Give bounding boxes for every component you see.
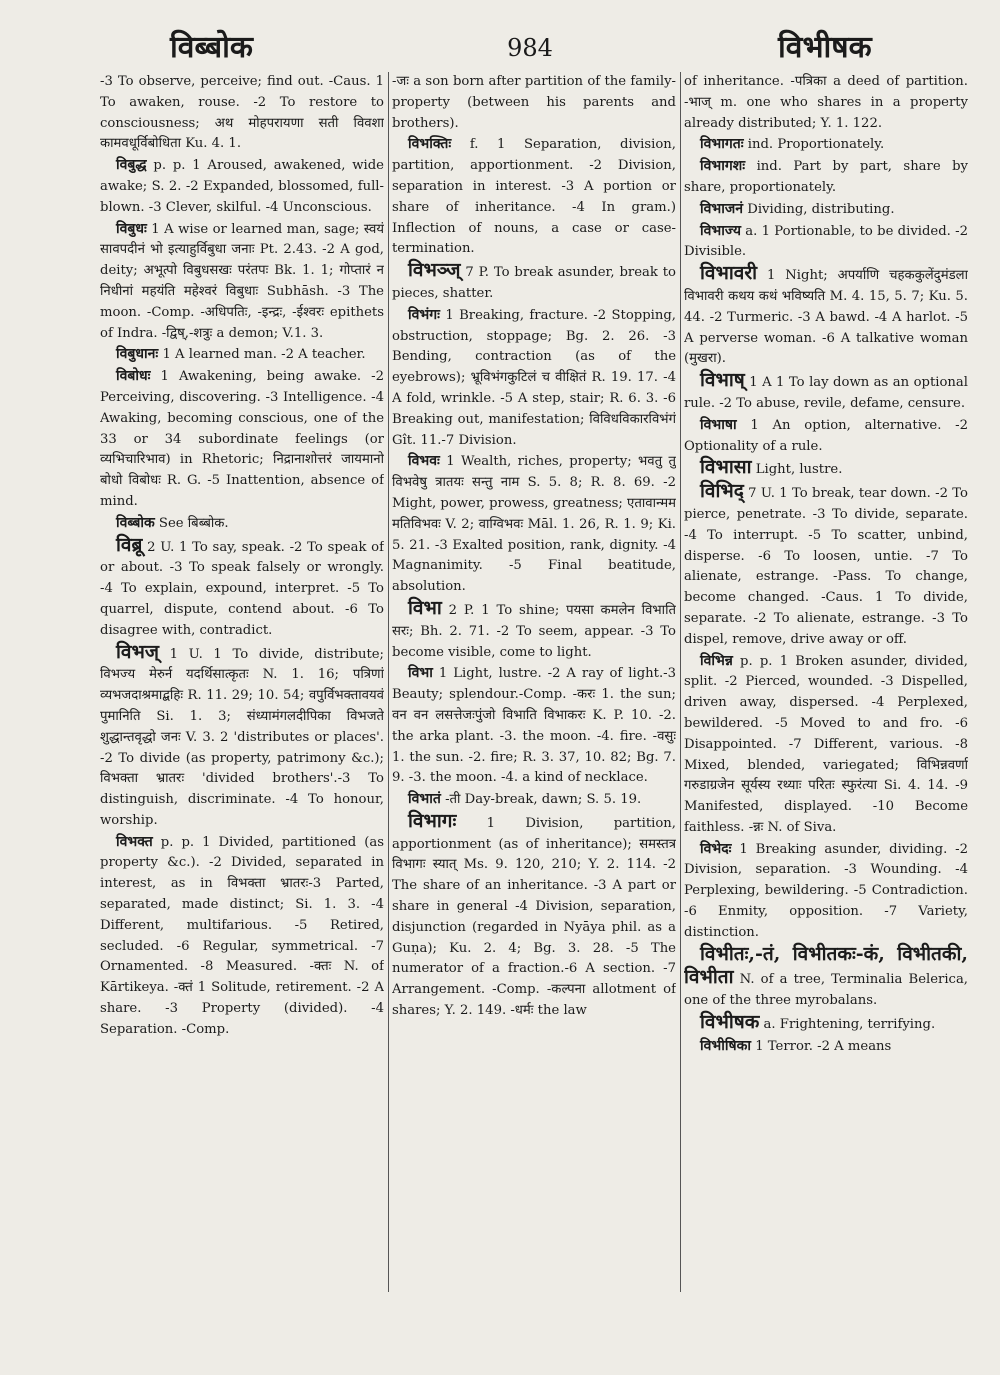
entry-headword: विबोधः — [116, 368, 151, 385]
entry-headword: विब्रू — [116, 533, 143, 556]
dictionary-entry — [684, 134, 968, 156]
dictionary-entry — [684, 156, 968, 199]
dictionary-entry — [684, 944, 968, 1012]
entry-definition: N. of a tree, Terminalia Belerica, one of the three myrobalans. — [684, 972, 968, 1009]
entry-definition: 2 U. 1 To say, speak. -2 To speak of or about. -3 To speak falsely or wrongly. -4 To explain, expound, interpret. -5 To quarrel, dispute, contend about. -6 To disagree with, contradict. — [100, 539, 384, 638]
entry-headword: विभाष् — [700, 369, 745, 392]
entry-headword: विभवः — [408, 453, 440, 470]
entry-definition: ind. Proportionately. — [747, 137, 885, 153]
dictionary-entry — [684, 651, 968, 839]
entry-definition: 1 Night; अपर्याणि चहककुलेंदुमंडला विभावरी कथय कथं भविष्यति M. 4. 15, 5. 7; Ku. 5. 44. -2 Turmeric. -3 A bawd. -4 A harlot. -5 A perverse woman. -6 A talkative woman (मुखरा). — [684, 268, 968, 367]
dictionary-entry — [684, 481, 968, 650]
dictionary-entry — [392, 305, 676, 452]
entry-headword: विबुधः — [116, 220, 147, 237]
entry-definition: -3 To observe, perceive; find out. -Caus. 1 To awaken, rouse. -2 To restore to consciousness; अथ मोहपरायणा सती विवशा कामवधूर्विबोधिता Ku. 4. 1. — [100, 74, 384, 152]
entry-headword: विभागशः — [700, 158, 746, 175]
entry-headword: विभा — [408, 665, 433, 682]
entry-headword: विभंगः — [408, 306, 440, 323]
left-running-headword: विब्बोक — [170, 30, 253, 65]
dictionary-entry — [392, 134, 676, 260]
entry-headword: विभक्तिः — [408, 136, 452, 153]
dictionary-entry — [392, 72, 676, 134]
dictionary-entry — [684, 263, 968, 370]
entry-definition: p. p. 1 Divided, partitioned (as property &c.). -2 Divided, separated in interest, as in विभक्ता भ्रातरः-3 Parted, separated, made distinct; Si. 1. 3. -4 Different, multifarious. -5 Retired, secluded. -6 Regular, symmetrical. -7 Ornamented. -8 Measured. -क्तः N. of Kārtikeya. -क्तं 1 Solitude, retirement. -2 A share. -3 Property (divided). -4 Separation. -Comp. — [100, 834, 384, 1037]
entry-headword: विभागतः — [700, 136, 744, 153]
columns-area — [100, 72, 968, 1300]
entry-headword: विभाजनं — [700, 200, 744, 217]
dictionary-entry — [100, 535, 384, 642]
entry-definition: -ती Day-break, dawn; S. 5. 19. — [445, 792, 642, 808]
dictionary-entry — [100, 832, 384, 1041]
dictionary-entry — [100, 344, 384, 366]
entry-headword: विभिन्न — [700, 652, 733, 669]
entry-definition: Light, lustre. — [755, 462, 843, 478]
dictionary-entry — [684, 1036, 968, 1058]
entry-headword: विब्बोक — [116, 514, 155, 531]
entry-headword: विबुधानः — [116, 346, 159, 363]
entry-headword: विभीषिका — [700, 1037, 751, 1054]
dictionary-entry — [392, 789, 676, 811]
entry-headword: विभा — [408, 596, 442, 619]
dictionary-entry — [392, 663, 676, 789]
entry-headword: विभावरी — [700, 262, 758, 285]
entry-headword: विभाषा — [700, 416, 737, 433]
entry-definition: 1 U. 1 To divide, distribute; विभज्य मेरुर्न यदर्थिसात्कृतः N. 1. 16; पत्रिणां व्यभजदाश्रमाद्बहिः R. 11. 29; 10. 54; वपुर्विभक्तावयवं पुमानिति Si. 1. 3; संध्यामंगलदीपिका विभजते शुद्धान्तवृद्धो जनः V. 3. 2 'distributes or places'. -2 To divide (as property, patrimony &c.); विभक्ता भ्रातरः 'divided brothers'.-3 To distinguish, discriminate. -4 To honour, worship. — [100, 646, 384, 828]
entry-definition: 1 Wealth, riches, property; भवतु तु विभवेषु त्रातयः सन्तु नाम S. 5. 8; R. 8. 69. -2 Might, power, prowess, greatness; एतावान्मम मतिविभवः V. 2; वाग्विभवः Māl. 1. 26, R. 1. 9; Ki. 5. 21. -3 Exalted position, rank, dignity. -4 Magnanimity. -5 Final beatitude, absolution. — [392, 454, 676, 595]
entry-headword: विभिद् — [700, 480, 744, 503]
dictionary-entry — [100, 366, 384, 513]
dictionary-entry — [100, 219, 384, 345]
entry-definition: 7 U. 1 To break, tear down. -2 To pierce, penetrate. -3 To divide, separate. -4 To interrupt. -5 To scatter, unbind, disperse. -6 To loosen, untie. -7 To alienate, estrange. -Pass. To change, become changed. -Caus. 1 To divide, separate. -2 To alienate, estrange. -3 To dispel, remove, drive away or off. — [684, 486, 968, 647]
dictionary-entry — [100, 155, 384, 218]
dictionary-entry — [684, 199, 968, 221]
entry-headword: विभेदः — [700, 840, 732, 857]
entry-definition: ind. Part by part, share by share, proportionately. — [684, 159, 968, 195]
entry-definition: 1 Breaking asunder, dividing. -2 Division, separation. -3 Wounding. -4 Perplexing, bewildering. -5 Contradiction. -6 Enmity, opposition. -7 Variety, distinction. — [684, 841, 968, 940]
dictionary-entry — [684, 221, 968, 264]
entry-definition: f. 1 Separation, division, partition, apportionment. -2 Division, separation in interest. -3 A portion or share of inheritance. -4 In gram.) Inflection of nouns, a case or case-termination. — [392, 137, 676, 257]
entry-headword: विभक्त — [116, 833, 153, 850]
column-2 — [392, 72, 676, 1292]
entry-definition: 1 Light, lustre. -2 A ray of light.-3 Beauty; splendour.-Comp. -करः 1. the sun; वन वन लसत्तेजःपुंजो विभाति विभाकरः K. P. 10. -2. the arka plant. -3. the moon. -4. fire. -वसुः 1. the sun. -2. fire; R. 3. 37, 10. 82; Bg. 7. 9. -3. the moon. -4. a kind of necklace. — [392, 666, 676, 786]
entry-definition: 2 P. 1 To shine; पयसा कमलेन विभाति सरः; Bh. 2. 71. -2 To seem, appear. -3 To become visible, come to light. — [392, 602, 676, 660]
page-header — [0, 28, 1000, 72]
entry-definition: See बिब्बोक. — [158, 515, 229, 531]
dictionary-entry — [684, 370, 968, 415]
dictionary-entry — [684, 457, 968, 481]
column-3 — [684, 72, 968, 1292]
entry-headword: विभागः — [408, 809, 457, 832]
column-1 — [100, 72, 384, 1292]
dictionary-entry — [392, 451, 676, 598]
entry-definition: of inheritance. -पत्रिका a deed of partition. -भाज् m. one who shares in a property already distributed; Y. 1. 122. — [684, 74, 968, 131]
entry-definition: 1 Awakening, being awake. -2 Perceiving, discovering. -3 Intelligence. -4 Awaking, becoming conscious, one of the 33 or 34 subordinate feelings (or व्यभिचारिभाव) in Rhetoric; निद्रानाशोत्तरं जायमानो बोधो विबोधः R. G. -5 Inattention, absence of mind. — [100, 369, 384, 509]
page-number: 984 — [507, 34, 553, 62]
right-running-headword: विभीषक — [778, 30, 872, 65]
dictionary-entry — [684, 72, 968, 134]
entry-headword: विबुद्ध — [116, 157, 147, 174]
column-divider — [680, 72, 681, 1292]
entry-definition: a. 1 Portionable, to be divided. -2 Divisible. — [684, 223, 968, 260]
dictionary-entry — [100, 642, 384, 832]
entry-headword: विभञ्ज् — [408, 259, 461, 282]
entry-headword: विभाज्य — [700, 222, 742, 239]
dictionary-entry — [684, 1012, 968, 1036]
entry-definition: 1 A 1 To lay down as an optional rule. -2 To abuse, revile, defame, censure. — [684, 375, 968, 411]
dictionary-entry — [100, 513, 384, 535]
dictionary-entry — [684, 839, 968, 944]
entry-headword: विभातं — [408, 791, 441, 808]
entry-definition: p. p. 1 Aroused, awakened, wide awake; S. 2. -2 Expanded, blossomed, full-blown. -3 Clever, skilful. -4 Unconscious. — [100, 158, 384, 215]
column-divider — [388, 72, 389, 1292]
entry-definition: 1 Breaking, fracture. -2 Stopping, obstruction, stoppage; Bg. 2. 26. -3 Bending, contraction (as of the eyebrows); भ्रूविभंगकुटिलं च वीक्षितं R. 19. 17. -4 A fold, wrinkle. -5 A step, stair; R. 6. 3. -6 Breaking out, manifestation; विविधविकारविभंगं Gît. 11.-7 Division. — [392, 307, 676, 448]
entry-definition: 7 P. To break asunder, break to pieces, shatter. — [392, 265, 676, 301]
dictionary-entry — [392, 811, 676, 1022]
entry-definition: 1 A learned man. -2 A teacher. — [162, 347, 366, 363]
dictionary-entry — [100, 72, 384, 155]
entry-definition: 1 Terror. -2 A means — [755, 1038, 892, 1054]
entry-headword: विभीषक — [700, 1011, 760, 1034]
entry-headword: विभज् — [116, 640, 159, 663]
entry-definition: 1 Division, partition, apportionment (as of inheritance); समस्तत्र विभागः स्यात् Ms. 9. 120, 210; Y. 2. 114. -2 The share of an inheritance. -3 A part or share in general -4 Division, separation, disjunction (regarded in Nyāya phil. as a Guṇa); Ku. 2. 4; Bg. 3. 28. -5 The numerator of a fraction.-6 A section. -7 Arrangement. -Comp. -कल्पना allotment of shares; Y. 2. 149. -धर्मः the law — [392, 815, 676, 1019]
entry-definition: -जः a son born after partition of the family-property (between his parents and brothers). — [392, 74, 676, 131]
entry-definition: p. p. 1 Broken asunder, divided, split. -2 Pierced, wounded. -3 Dispelled, driven away, dispersed. -4 Perplexed, bewildered. -5 Moved to and fro. -6 Disappointed. -7 Different, various. -8 Mixed, blended, variegated; विभिन्नवर्णा गरुडाग्रजेन सूर्यस्य रथ्याः परितः स्फुरंत्या Si. 4. 14. -9 Manifested, displayed. -10 Become faithless. -न्नः N. of Siva. — [684, 653, 968, 835]
entry-headword: विभासा — [700, 456, 752, 479]
entry-definition: 1 A wise or learned man, sage; स्वयं सावपदीनं भो इत्याहुर्विबुधा जनाः Pt. 2.43. -2 A god, deity; अभूत्पो विबुधसखः परंतपः Bk. 1. 1; गोप्तारं न निधीनां महयंति महेश्वरं विबुधाः Subhāsh. -3 The moon. -Comp. -अधिपतिः, -इन्द्रः, -ईश्वरः epithets of Indra. -द्विष्,-शत्रुः a demon; V.1. 3. — [100, 221, 384, 341]
dictionary-entry — [392, 260, 676, 305]
entry-definition: a. Frightening, terrifying. — [763, 1017, 936, 1033]
entry-definition: 1 An option, alternative. -2 Optionality of a rule. — [684, 417, 968, 454]
dictionary-entry — [392, 598, 676, 663]
dictionary-entry — [684, 415, 968, 458]
entry-headword: विभीतः,-तं, विभीतकः-कं, विभीतकी, विभीता — [684, 942, 968, 989]
entry-definition: Dividing, distributing. — [747, 201, 895, 217]
